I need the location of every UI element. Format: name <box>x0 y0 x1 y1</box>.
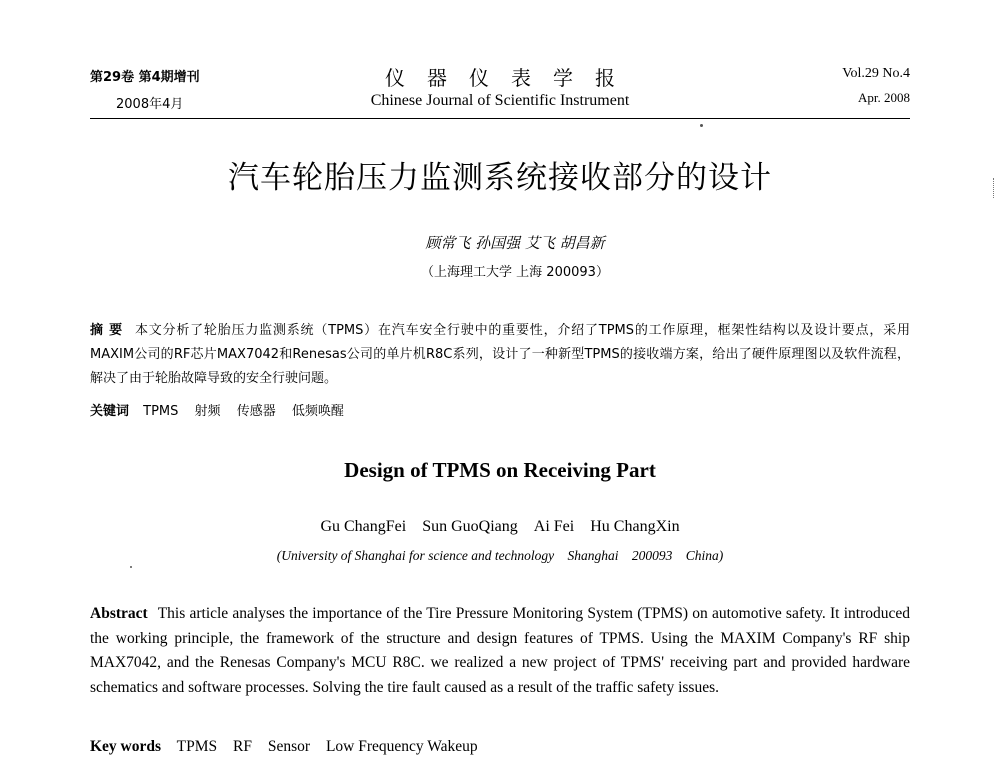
keyword-en: RF <box>233 738 252 755</box>
publication-date-cn: 2008年4月 <box>116 97 184 112</box>
authors-cn: 顾常飞 孙国强 艾飞 胡昌新 <box>425 234 605 252</box>
abstract-text-en: This article analyses the importance of the Tire Pressure Monitoring System (TPMS) on automotive safety. It introduced the working principle, the framework of the structure and design features of TPMS. Using the MAXIM Company's RF ship MAX7042, and the Renesas Company's MCU R8C. we realized a new project of TPMS' receiving part and provided hardware schematics and software processes. Solving the tire fault caused as a result of the traffic safety issues. <box>90 605 910 696</box>
keyword-cn: 射频 <box>194 404 221 419</box>
affiliation-en <box>90 548 910 564</box>
abstract-en <box>90 602 910 700</box>
scan-speck <box>700 124 703 127</box>
authors-en <box>90 518 910 536</box>
author-en: Hu ChangXin <box>590 518 680 535</box>
keywords-en <box>90 738 910 756</box>
keywords-label-cn: 关键词 <box>90 404 130 419</box>
affiliation-city: Shanghai <box>567 548 619 563</box>
publication-date-en: Apr. 2008 <box>858 90 910 105</box>
affiliation-postcode: 200093 <box>631 548 673 563</box>
affiliation-cn: （上海理工大学 上海 200093） <box>421 265 609 280</box>
volume-issue: 第29卷 第4期增刊 <box>90 70 200 85</box>
journal-header <box>90 66 910 120</box>
author-en: Sun GuoQiang <box>422 518 518 535</box>
keyword-en: Low Frequency Wakeup <box>325 738 478 755</box>
keyword-cn: 传感器 <box>236 404 276 419</box>
abstract-label-cn: 摘 要 <box>90 323 123 338</box>
abstract-label-en: Abstract <box>90 605 148 622</box>
affiliation-country: China) <box>685 548 724 563</box>
scan-speck <box>130 566 132 568</box>
abstract-cn <box>90 319 910 391</box>
volume-number-en: Vol.29 No.4 <box>842 66 910 81</box>
keyword-cn: 低频唤醒 <box>291 404 344 419</box>
abstract-text-cn: 本文分析了轮胎压力监测系统（TPMS）在汽车安全行驶中的重要性，介绍了TPMS的工作原理，框架性结构以及设计要点，采用MAXIM公司的RF芯片MAX7042和Renesas公司的单片机R8C系列，设计了一种新型TPMS的接收端方案，给出了硬件原理图以及软件流程，解决了由于轮胎故障导致的安全行驶问题。 <box>90 323 911 386</box>
keyword-en: TPMS <box>176 738 218 755</box>
journal-name-cn: 仪器仪表学报 <box>385 66 637 90</box>
paper-title-cn: 汽车轮胎压力监测系统接收部分的设计 <box>228 160 772 196</box>
affiliation-institution: (University of Shanghai for science and technology <box>276 548 555 563</box>
scan-edge-mark <box>990 178 994 198</box>
header-right <box>710 66 910 106</box>
keywords-cn <box>90 400 910 419</box>
keywords-label-en: Key words <box>90 738 162 755</box>
keyword-en: Sensor <box>267 738 311 755</box>
author-en: Ai Fei <box>533 518 575 535</box>
header-rule <box>90 118 910 119</box>
journal-name-en: Chinese Journal of Scientific Instrument <box>370 92 630 109</box>
header-left <box>90 66 290 112</box>
keyword-cn: TPMS <box>143 404 179 419</box>
author-en: Gu ChangFei <box>320 518 407 535</box>
paper-title-en: Design of TPMS on Receiving Part <box>344 458 656 482</box>
header-center <box>330 66 670 110</box>
